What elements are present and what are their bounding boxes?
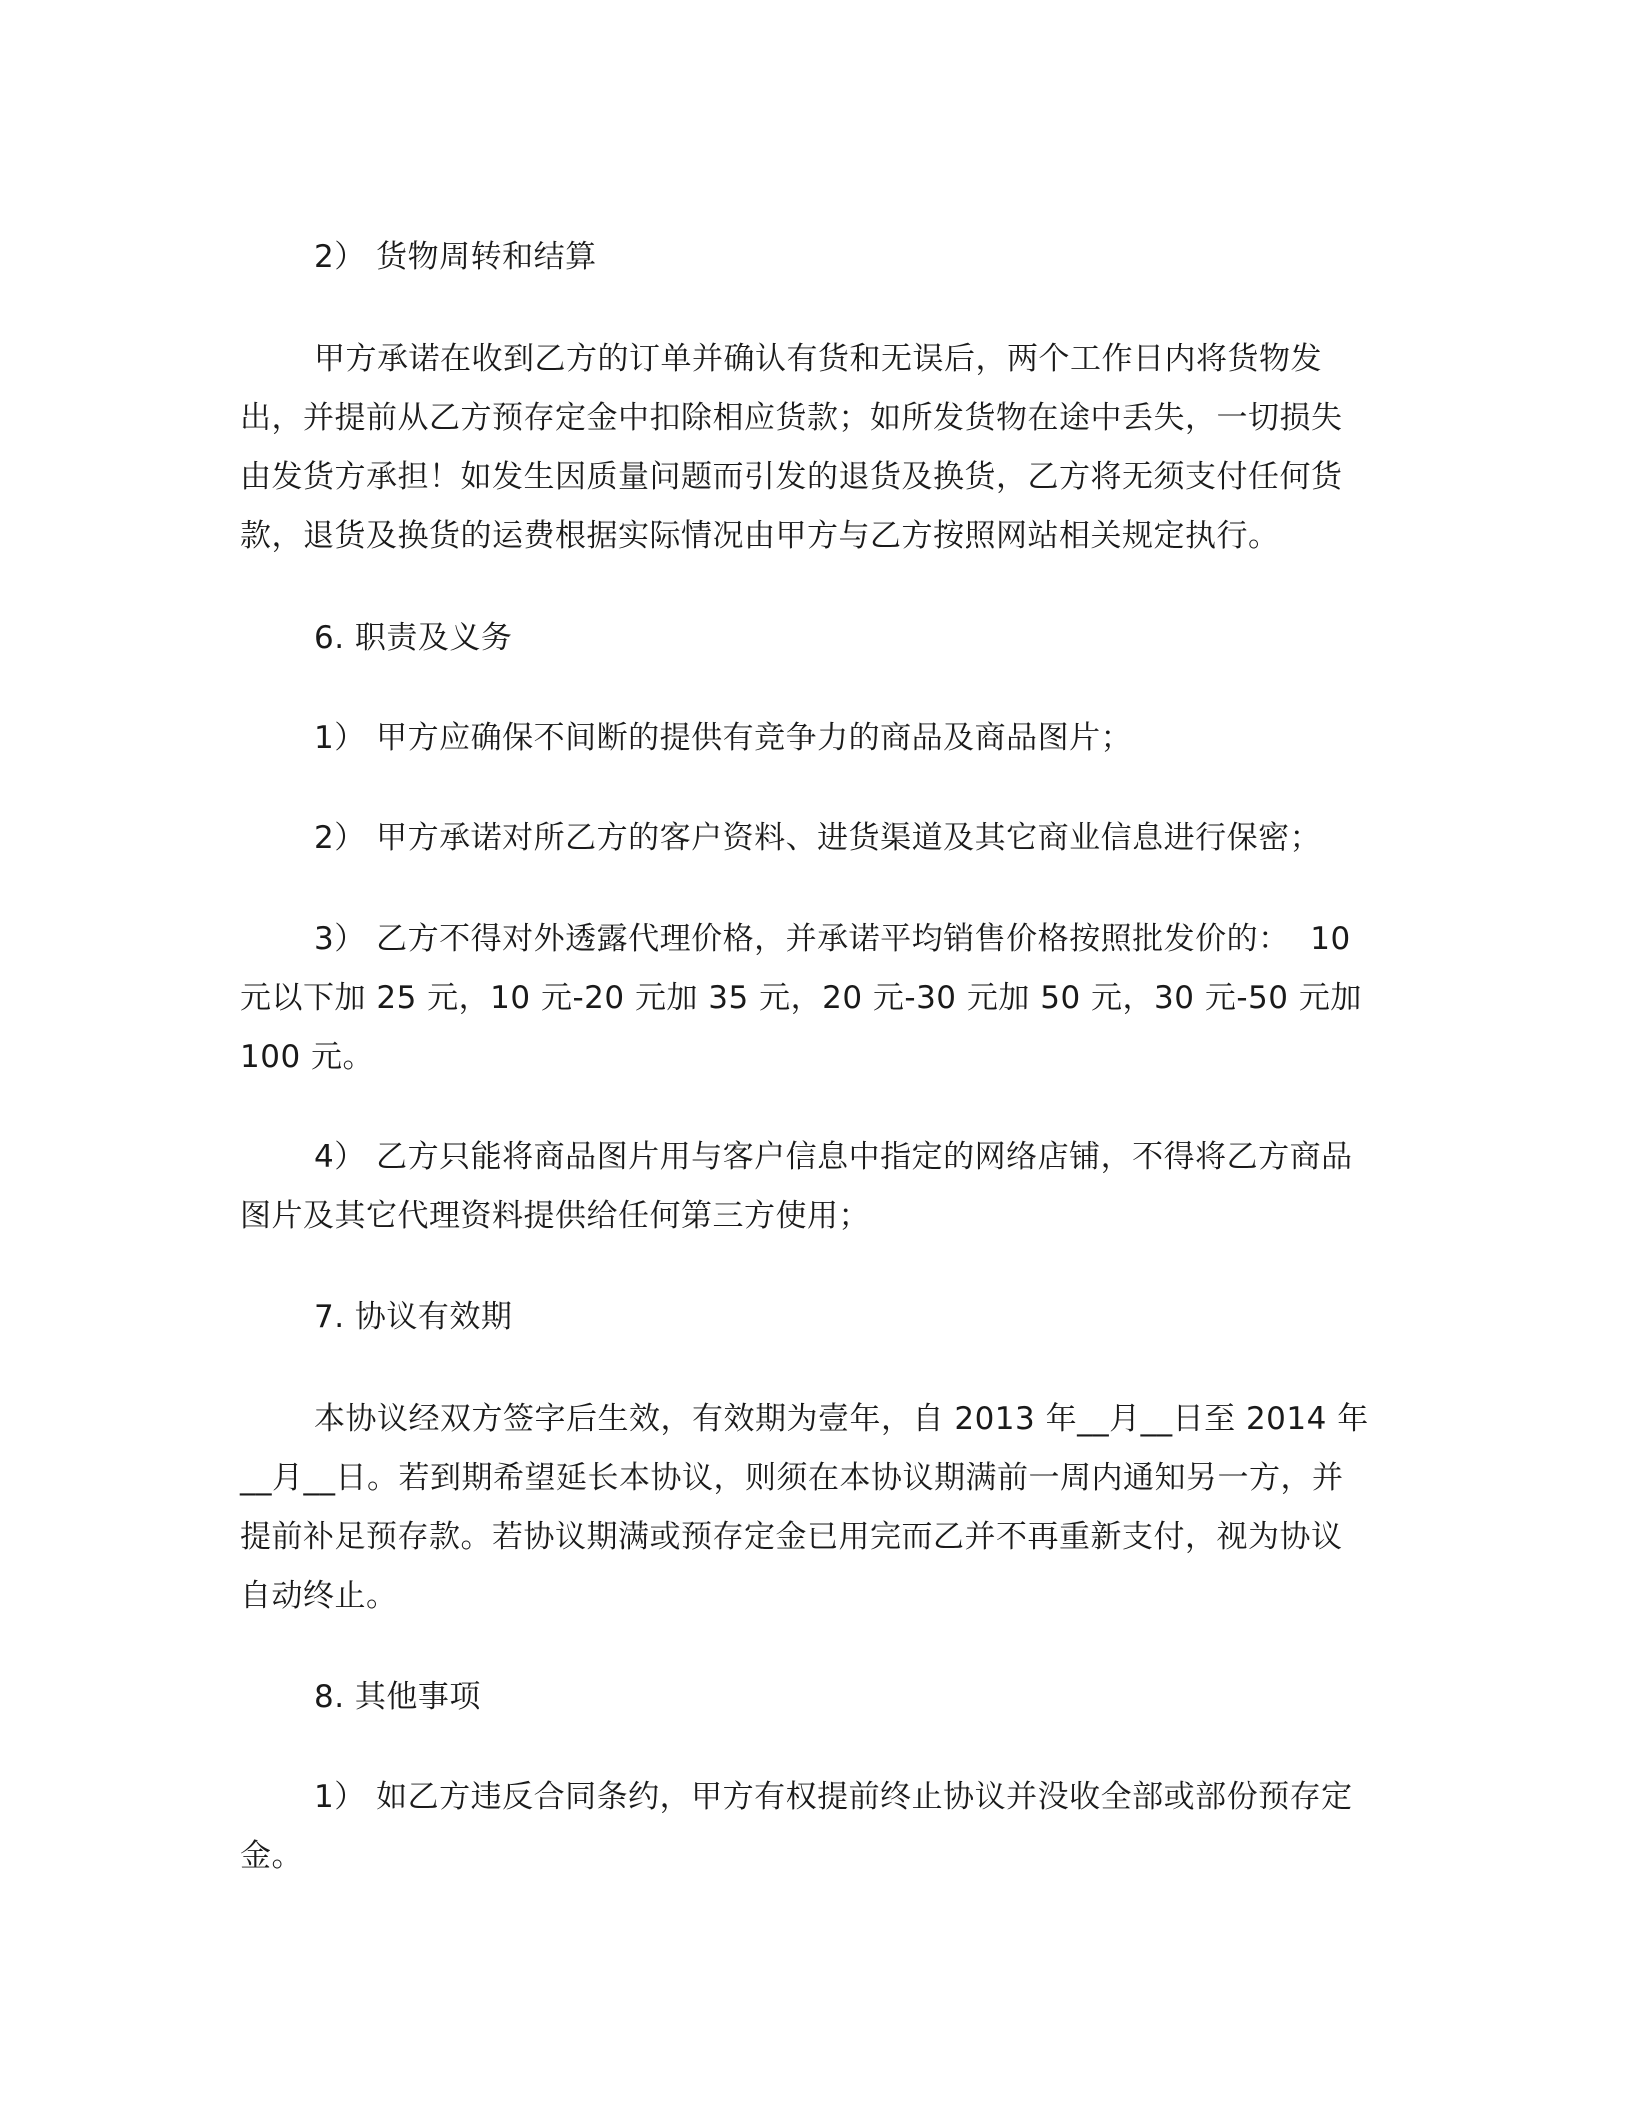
paragraph-section-heading-validity: 7. 协议有效期 bbox=[314, 1299, 513, 1335]
paragraph-goods-shipping: 甲方承诺在收到乙方的订单并确认有货和无误后，两个工作日内将货物发出，并提前从乙方预存定金中扣除相应货款；如所发货物在途中丢失，一切损失由发货方承担！如发生因质量问题而引发的退货及换货，乙方将无须支付任何货款，退货及换货的运费根据实际情况由甲方与乙方按照网站相关规定执行。 bbox=[240, 341, 1343, 554]
paragraph-duty-item-2: 2） 甲方承诺对所乙方的客户资料、进货渠道及其它商业信息进行保密； bbox=[314, 820, 1322, 856]
paragraph-duty-item-4: 4） 乙方只能将商品图片用与客户信息中指定的网络店铺，不得将乙方商品图片及其它代理资料提供给任何第三方使用； bbox=[240, 1139, 1353, 1234]
paragraph-validity-terms: 本协议经双方签字后生效，有效期为壹年，自 2013 年__月__日至 2014 年__月__日。若到期希望延长本协议，则须在本协议期满前一周内通知另一方，并提前补足预存款。若协议期满或预存定金已用完而乙并不再重新支付，视为协议自动终止。 bbox=[240, 1401, 1369, 1614]
paragraph-duty-item-1: 1） 甲方应确保不间断的提供有竞争力的商品及商品图片； bbox=[314, 720, 1133, 756]
paragraph-section-heading-goods-turnover: 2） 货物周转和结算 bbox=[314, 239, 597, 275]
paragraph-section-heading-other: 8. 其他事项 bbox=[314, 1679, 481, 1715]
paragraph-other-item-1: 1） 如乙方违反合同条约，甲方有权提前终止协议并没收全部或部份预存定金。 bbox=[240, 1779, 1353, 1874]
paragraph-section-heading-duties: 6. 职责及义务 bbox=[314, 620, 513, 656]
paragraph-duty-item-3: 3） 乙方不得对外透露代理价格，并承诺平均销售价格按照批发价的： 10 元以下加 25 元，10 元-20 元加 35 元，20 元-30 元加 50 元，30 元-50 元加 100 元。 bbox=[240, 921, 1373, 1075]
